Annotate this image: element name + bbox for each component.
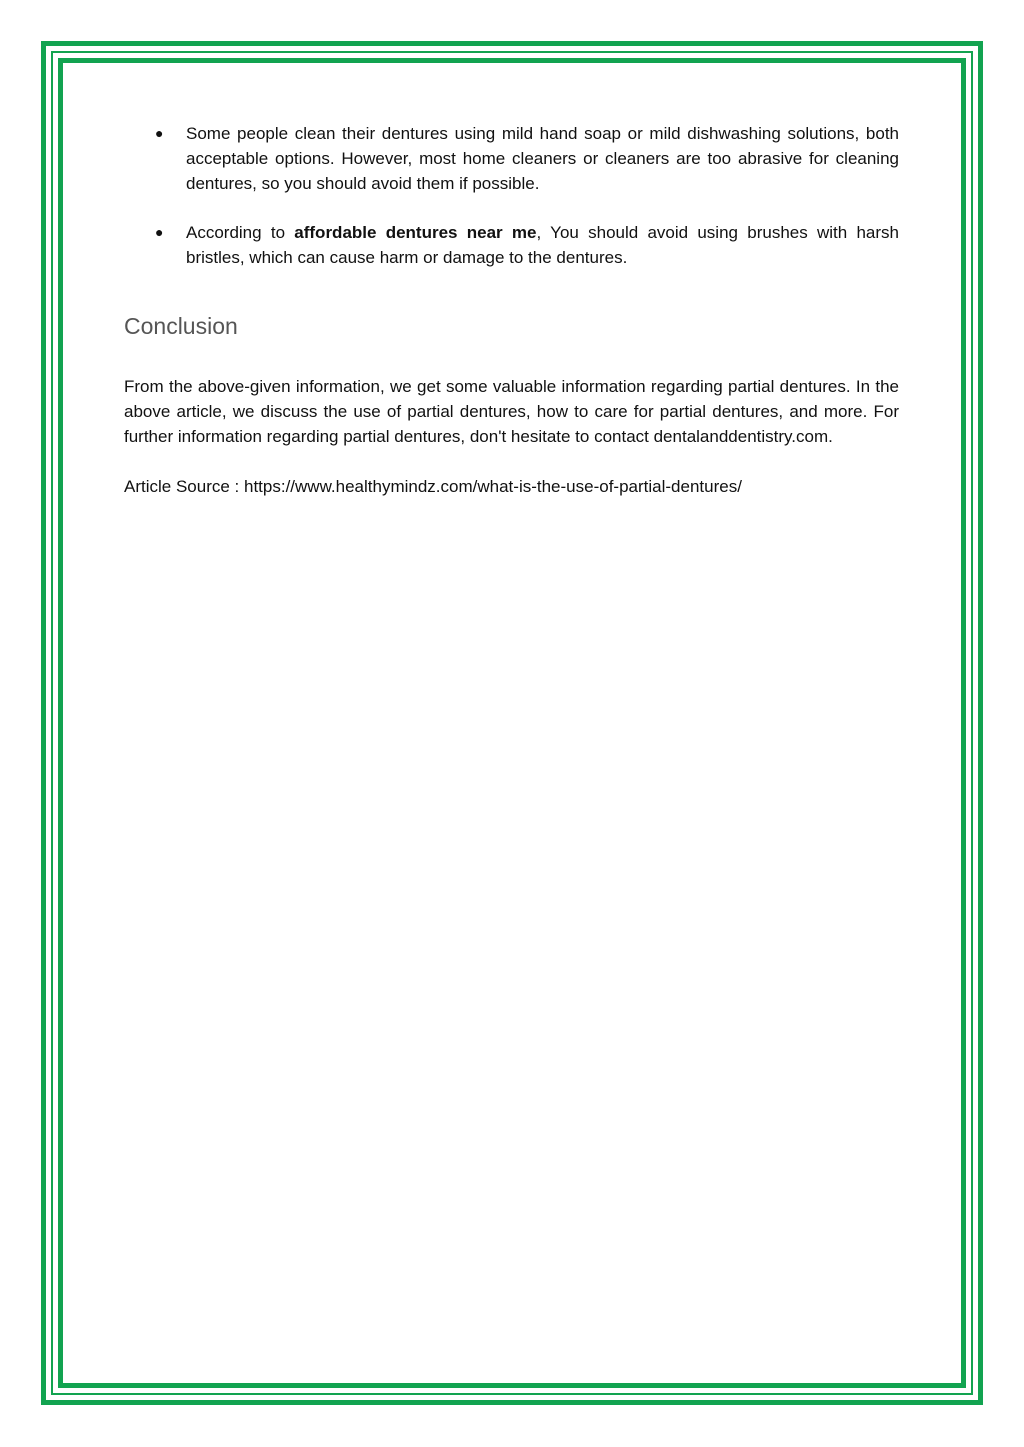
bullet-icon: ● — [155, 125, 164, 141]
conclusion-heading: Conclusion — [124, 313, 238, 339]
bullet-text: Some people clean their dentures using mild hand soap or mild dishwashing solutions, both acceptable options. However, most home cleaners or cleaners are too abrasive for cleaning dentures, so you should avoid them if possible. — [186, 124, 899, 193]
article-source-label: Article Source : — [124, 477, 244, 496]
bullet-icon: ● — [155, 224, 164, 240]
document-content — [124, 121, 899, 499]
bullet-item-cleaning — [124, 121, 899, 196]
bullet-list — [124, 121, 899, 270]
article-source-url: https://www.healthymindz.com/what-is-the-use-of-partial-dentures/ — [244, 477, 742, 496]
bullet-item-brushes — [124, 220, 899, 270]
bullet-text-suffix: , You should avoid using brushes with harsh bristles, which can cause harm or damage to the dentures. — [186, 223, 899, 267]
bullet-text-prefix: According to — [186, 223, 295, 242]
article-source — [124, 474, 899, 499]
conclusion-paragraph: From the above-given information, we get some valuable information regarding partial dentures. In the above article, we discuss the use of partial dentures, how to care for partial dentures, and more. For further information regarding partial dentures, don't hesitate to contact dentalanddentistry.com. — [124, 377, 899, 446]
bullet-keyword: affordable dentures near me — [294, 223, 537, 242]
